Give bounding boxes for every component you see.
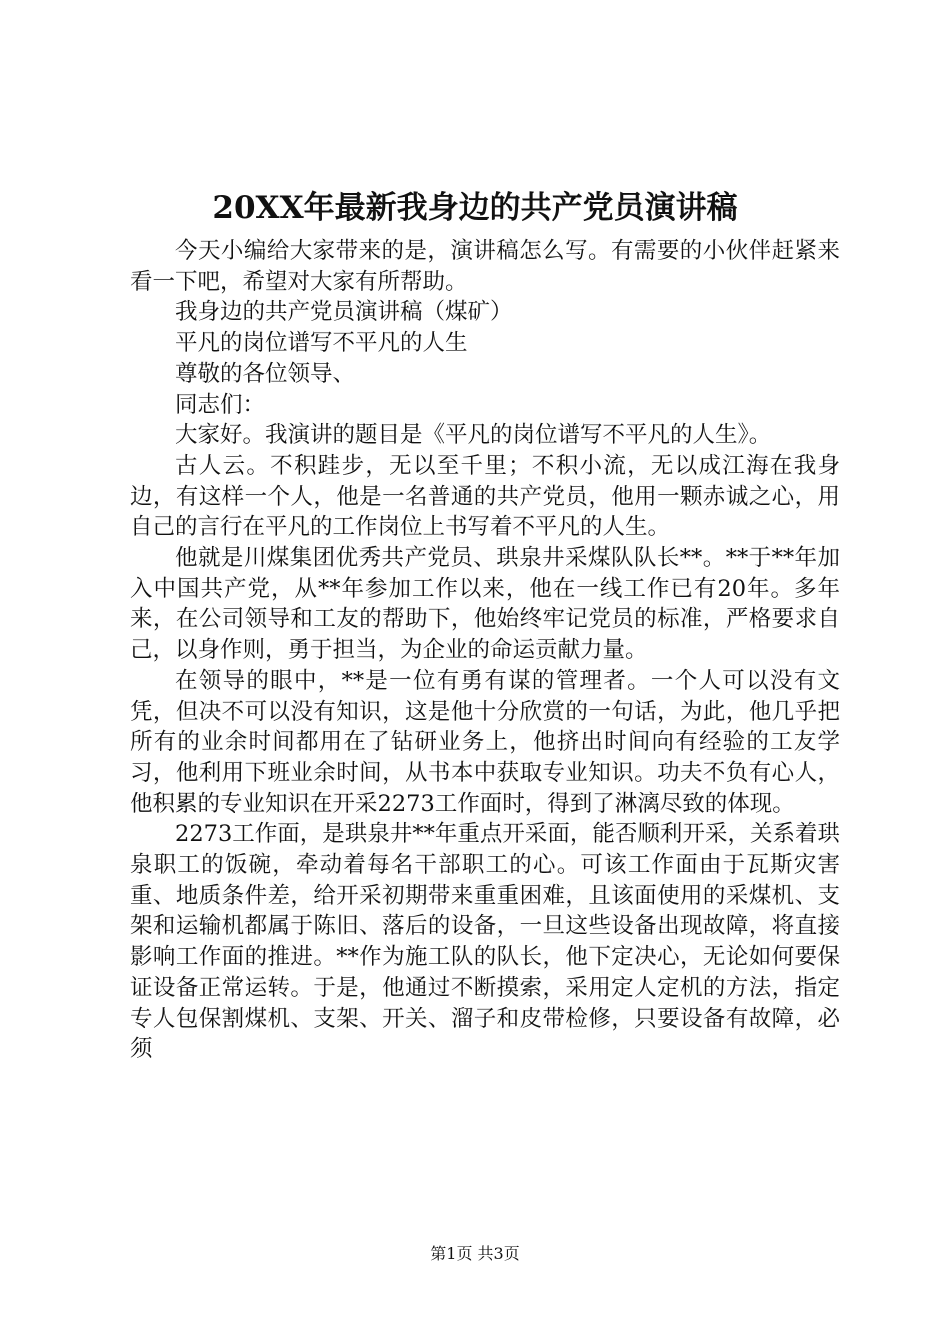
page-footer: 第1页 共3页 [430, 1244, 520, 1263]
paragraph-leader-view: 在领导的眼中，**是一位有勇有谋的管理者。一个人可以没有文凭，但决不可以没有知识，这是他十分欣赏的一句话，为此，他几乎把所有的业余时间都用在了钻研业务上，他挤出时间向有经验的工友学习，他利用下班业余时间，从书本中获取专业知识。功夫不负有心人，他积累的专业知识在开采2273工作面时，得到了淋漓尽致的体现。 [130, 667, 840, 817]
paragraph-speech-title: 平凡的岗位谱写不平凡的人生 [175, 330, 468, 357]
paragraph-ancient-saying: 古人云。不积跬步，无以至千里；不积小流，无以成江海在我身边，有这样一个人，他是一名普通的共产党员，他用一颗赤诚之心，用自己的言行在平凡的工作岗位上书写着不平凡的人生。 [130, 452, 840, 541]
document-title: 20XX年最新我身边的共产党员演讲稿 [212, 190, 738, 226]
document-body [130, 236, 840, 1065]
paragraph-salutation-comrades: 同志们： [175, 391, 266, 418]
paragraph-salutation-leaders: 尊敬的各位领导、 [175, 360, 356, 387]
paragraph-subtitle: 我身边的共产党员演讲稿（煤矿） [175, 299, 513, 326]
paragraph-intro: 今天小编给大家带来的是，演讲稿怎么写。有需要的小伙伴赶紧来看一下吧，希望对大家有所帮助。 [130, 238, 840, 295]
paragraph-introduction-person: 他就是川煤集团优秀共产党员、珙泉井采煤队队长**。**于**年加入中国共产党，从**年参加工作以来，他在一线工作已有20年。多年来，在公司领导和工友的帮助下，他始终牢记党员的标准，严格要求自己，以身作则，勇于担当，为企业的命运贡献力量。 [130, 545, 840, 664]
paragraph-greeting: 大家好。我演讲的题目是《平凡的岗位谱写不平凡的人生》。 [175, 422, 772, 449]
paragraph-workface: 2273工作面，是珙泉井**年重点开采面，能否顺利开采，关系着珙泉职工的饭碗，牵动着每名干部职工的心。可该工作面由于瓦斯灾害重、地质条件差，给开采初期带来重重困难，且该面使用的采煤机、支架和运输机都属于陈旧、落后的设备，一旦这些设备出现故障，将直接影响工作面的推进。**作为施工队的队长，他下定决心，无论如何要保证设备正常运转。于是，他通过不断摸索，采用定人定机的方法，指定专人包保割煤机、支架、开关、溜子和皮带检修，只要设备有故障，必须 [130, 821, 840, 1063]
